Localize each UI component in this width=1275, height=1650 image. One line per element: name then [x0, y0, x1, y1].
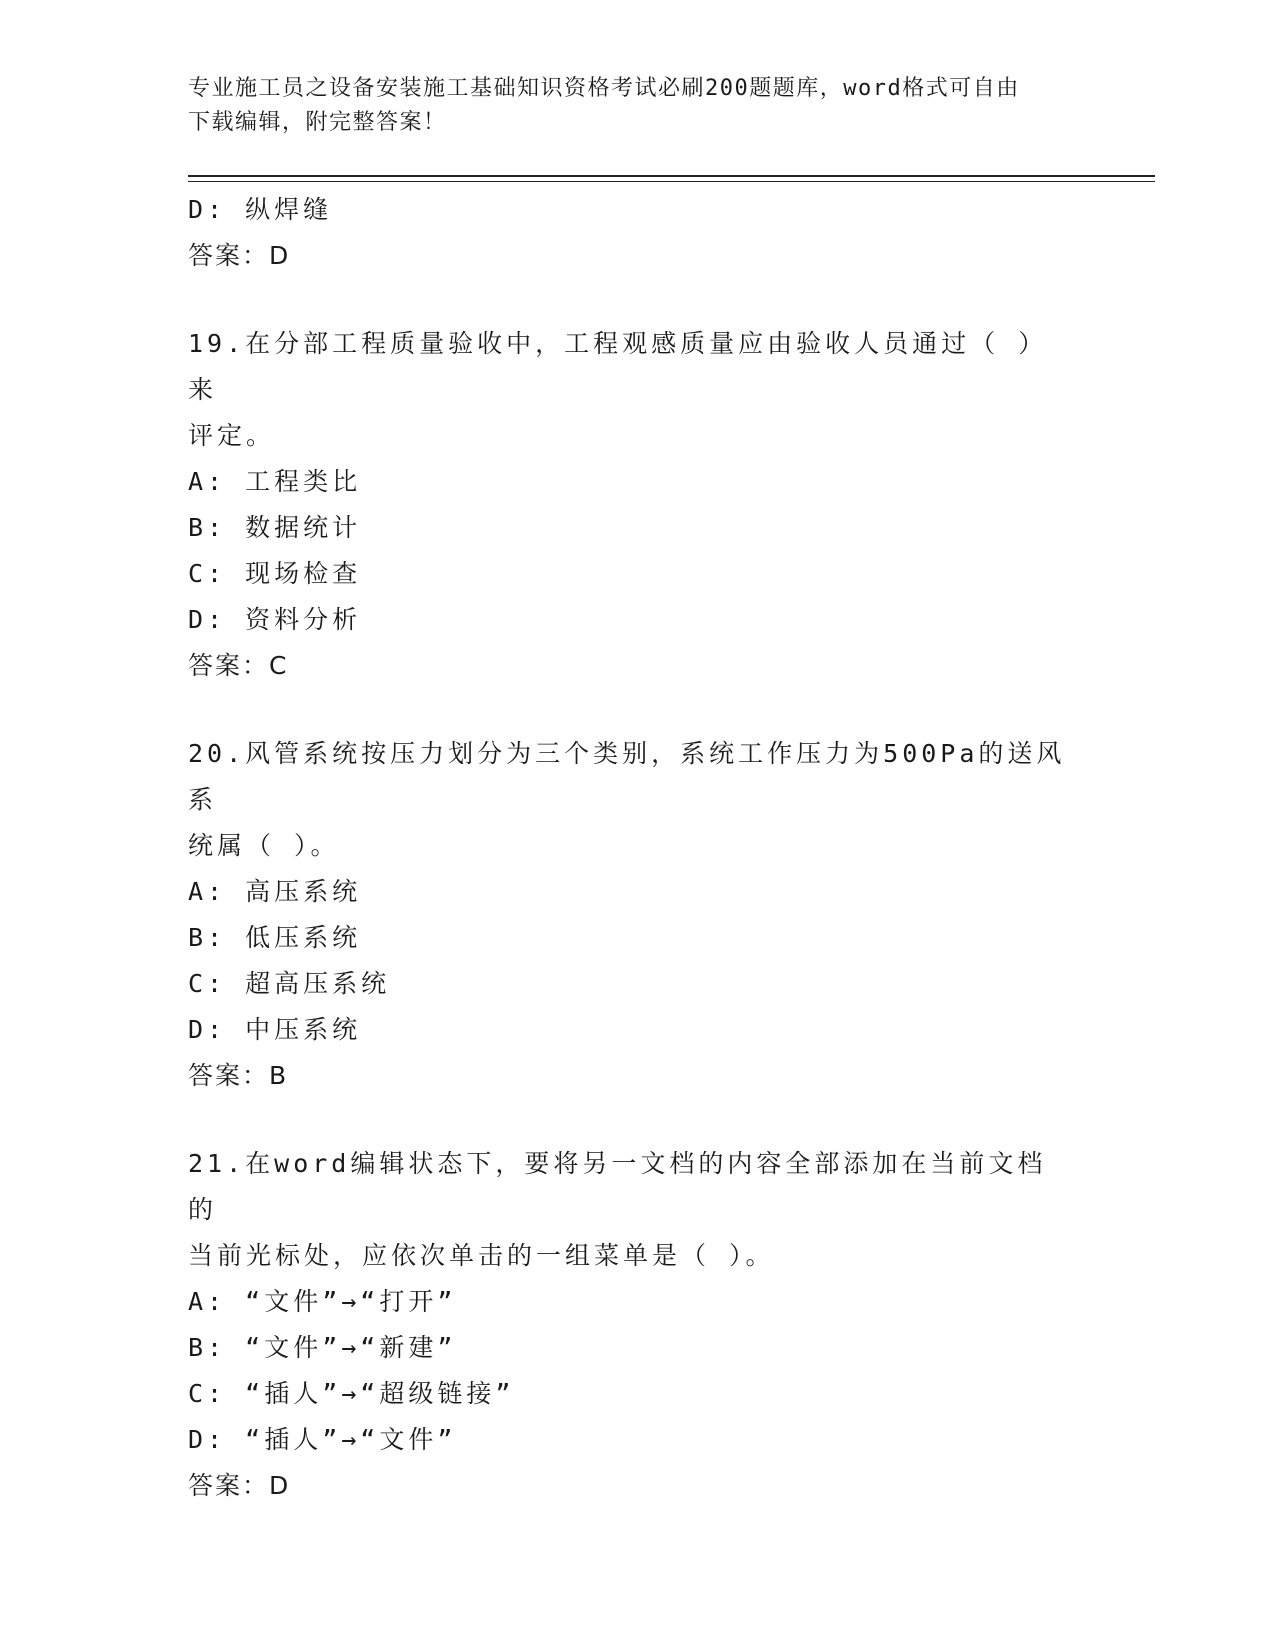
- option-c: C: 现场检查: [188, 559, 362, 588]
- answer-value: D: [269, 1471, 291, 1500]
- question-19: [188, 321, 1088, 689]
- answer-label: 答案：: [188, 241, 270, 270]
- question-text-line-1: 20.风管系统按压力划分为三个类别，系统工作压力为500Pa的送风系: [188, 739, 1066, 814]
- option-d: D: 中压系统: [188, 1015, 362, 1044]
- answer-value: C: [269, 651, 289, 680]
- question-text: [188, 321, 1068, 459]
- answer-line: [188, 233, 1088, 279]
- question-text-line-1: 21.在word编辑状态下，要将另一文档的内容全部添加在当前文档的: [188, 1149, 1047, 1224]
- question-content: [188, 187, 1088, 1509]
- answer-line: [188, 643, 1088, 689]
- question-text-line-2: 评定。: [188, 421, 276, 450]
- question-20: [188, 731, 1088, 1099]
- answer-value: B: [269, 1061, 289, 1090]
- option-a: A: 高压系统: [188, 877, 362, 906]
- option-b: B: 数据统计: [188, 513, 362, 542]
- question-text-line-1: 19.在分部工程质量验收中，工程观感质量应由验收人员通过（ ）来: [188, 329, 1048, 404]
- option-d: D: 纵焊缝: [188, 195, 333, 224]
- option-a: A: “文件”→“打开”: [188, 1287, 457, 1316]
- option-d: D: 资料分析: [188, 605, 362, 634]
- option-b: B: “文件”→“新建”: [188, 1333, 457, 1362]
- question-text-line-2: 当前光标处，应依次单击的一组菜单是（ ）。: [188, 1241, 775, 1270]
- header-rule-thin: [188, 181, 1155, 182]
- option-b: B: 低压系统: [188, 923, 362, 952]
- question-text: [188, 1141, 1068, 1279]
- previous-question-tail: [188, 187, 1088, 279]
- question-text: [188, 731, 1068, 869]
- header-rule-thick: [188, 175, 1155, 177]
- answer-label: 答案：: [188, 651, 270, 680]
- question-21: [188, 1141, 1088, 1509]
- document-header: [188, 72, 1068, 140]
- option-c: C: 超高压系统: [188, 969, 391, 998]
- header-line-1: 专业施工员之设备安装施工基础知识资格考试必刷200题题库，word格式可自由: [188, 76, 1020, 101]
- answer-value: D: [269, 241, 291, 270]
- option-a: A: 工程类比: [188, 467, 362, 496]
- question-text-line-2: 统属（ ）。: [188, 831, 340, 860]
- answer-line: [188, 1463, 1088, 1509]
- option-d: D: “插人”→“文件”: [188, 1425, 457, 1454]
- answer-label: 答案：: [188, 1471, 270, 1500]
- answer-label: 答案：: [188, 1061, 270, 1090]
- answer-line: [188, 1053, 1088, 1099]
- option-c: C: “插人”→“超级链接”: [188, 1379, 515, 1408]
- header-line-2: 下载编辑，附完整答案！: [188, 110, 447, 135]
